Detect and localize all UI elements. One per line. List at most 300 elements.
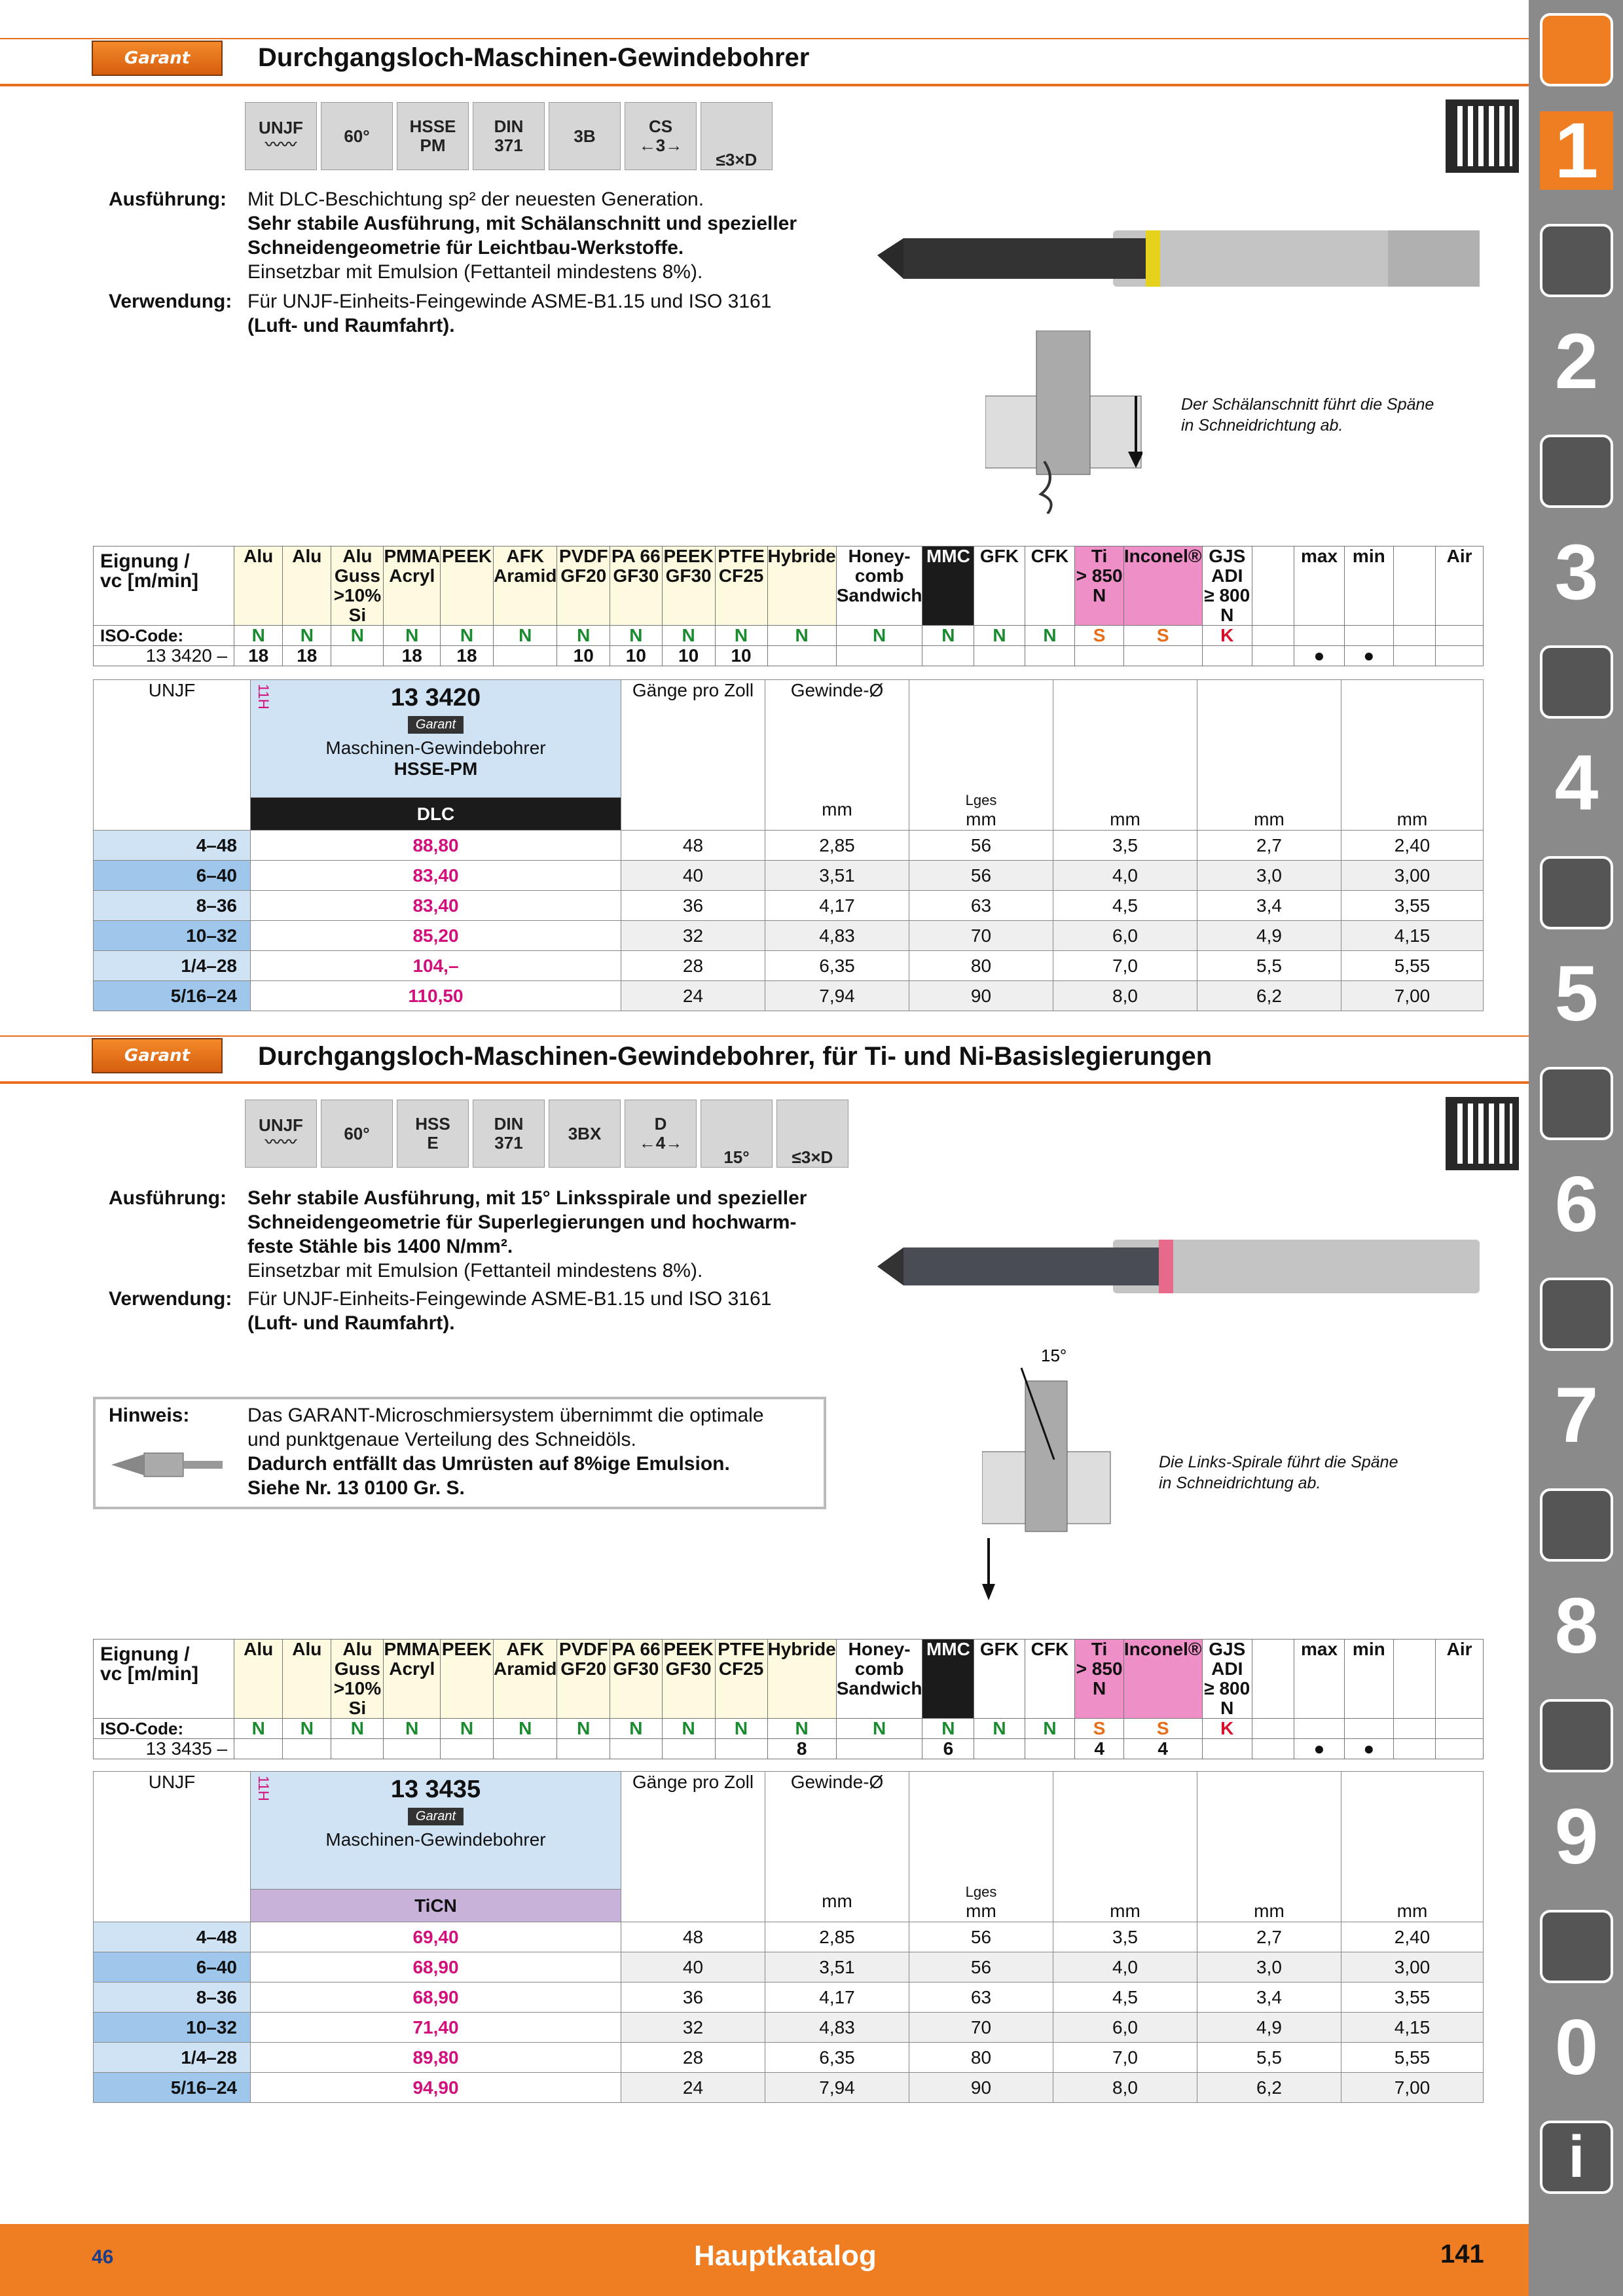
chapter-number[interactable]: 1 [1540,111,1613,190]
text-line: Sehr stabile Ausführung, mit 15° Linksspirale und spezieller [247,1187,807,1209]
iso-code: N [974,626,1025,646]
thread-size: 5/16–24 [94,981,251,1011]
material-col: PEEK GF30 [662,547,715,626]
value-cell: 28 [621,951,765,981]
badge-cs: CS ←3→ [625,102,697,170]
vc-value: 18 [283,646,331,666]
iso-code: N [610,626,663,646]
diagram-caption: Der Schälanschnitt führt die Späne in Schneidrichtung ab. [1181,395,1434,435]
col-gaenge: Gänge pro Zoll [621,1772,765,1922]
diagram-caption: Die Links-Spirale führt die Späne in Schneidrichtung ab. [1159,1453,1398,1492]
material-col: Alu [234,547,283,626]
value-cell: 4,5 [1053,891,1197,921]
vc-value [331,1739,384,1759]
vc-value: ● [1344,646,1393,666]
article-number: 13 3435 [390,1776,481,1803]
vc-value [331,646,384,666]
price: 68,90 [251,1952,621,1982]
vc-value [493,1739,556,1759]
value-cell: 2,7 [1197,1922,1341,1952]
verwendung-label: Verwendung: [109,291,232,312]
material-col: GFK [974,547,1025,626]
chapter-8-icon[interactable] [1540,1488,1613,1562]
badge-angle: 60° [321,1100,393,1168]
value-cell: 3,4 [1197,891,1341,921]
text-line: feste Stähle bis 1400 N/mm². [247,1236,513,1257]
table-row [94,2073,1484,2103]
material-col: min [1344,547,1393,626]
angle-label: 15° [1041,1346,1067,1365]
page-number-left: 46 [92,2246,114,2268]
value-cell: 4,17 [765,1982,909,2013]
thread-type: UNJF [94,680,251,831]
material-col: PTFE CF25 [715,1640,767,1719]
value-cell: 70 [909,921,1053,951]
price: 71,40 [251,2013,621,2043]
value-cell: 7,00 [1341,2073,1484,2103]
vc-value [1252,646,1294,666]
chapter-number[interactable]: 9 [1554,1793,1599,1880]
vc-value [557,1739,610,1759]
value-cell: 4,9 [1197,921,1341,951]
table-row [94,1952,1484,1982]
value-cell: 90 [909,2073,1053,2103]
chapter-number[interactable]: 8 [1554,1582,1599,1670]
material-col: PA 66 GF30 [610,1640,663,1719]
badge-thread: UNJF 〰〰 [245,102,317,170]
table-row [94,2043,1484,2073]
chapter-1-icon[interactable] [1540,13,1613,86]
iso-code: N [662,1719,715,1739]
badge-depth: ≤3×D [776,1100,848,1168]
value-cell: 4,9 [1197,2013,1341,2043]
iso-code: N [1025,626,1075,646]
vc-value: 18 [384,646,441,666]
text-line: Sehr stabile Ausführung, mit Schälanschnitt und spezieller [247,213,797,234]
iso-code: N [715,626,767,646]
nozzle-image [105,1441,223,1487]
chapter-number[interactable]: 0 [1554,2003,1599,2091]
vc-value [283,1739,331,1759]
text-line: und punktgenaue Verteilung des Schneidöls. [247,1429,636,1450]
col-d1: mm [1053,1772,1197,1922]
vc-value [767,646,836,666]
spiral-diagram [982,1342,1113,1604]
table-row [94,951,1484,981]
value-cell: 90 [909,981,1053,1011]
garant-logo: Garant [92,1038,223,1073]
value-cell: 6,0 [1053,921,1197,951]
badge-depth: ≤3×D [701,102,773,170]
value-cell: 7,00 [1341,981,1484,1011]
material-col: GJS ADI ≥ 800 N [1202,1640,1252,1719]
tolerance-label: 11H [255,684,272,709]
tolerance-label: 11H [255,1776,272,1801]
price: 83,40 [251,861,621,891]
vc-value: 18 [234,646,283,666]
vc-value [1025,1739,1075,1759]
article-row-label: 13 3420 – [94,646,234,666]
text-line: (Luft- und Raumfahrt). [247,1312,455,1334]
material-col: PTFE CF25 [715,547,767,626]
vc-value: 10 [610,646,663,666]
iso-code [1436,1719,1484,1739]
iso-code: N [441,626,494,646]
vc-value [1123,646,1202,666]
vc-value [662,1739,715,1759]
vc-value [1252,1739,1294,1759]
coating-label: TiCN [251,1890,621,1922]
material-col: Ti > 850 N [1075,547,1123,626]
iso-code: S [1123,626,1202,646]
value-cell: 6,35 [765,2043,909,2073]
chapter-6-icon[interactable] [1540,1067,1613,1140]
chapter-9-icon[interactable] [1540,1699,1613,1772]
value-cell: 40 [621,1952,765,1982]
chapter-number[interactable]: 3 [1554,528,1599,616]
verwendung-label: Verwendung: [109,1288,232,1310]
value-cell: 5,5 [1197,951,1341,981]
vc-value: ● [1294,1739,1345,1759]
vc-value [1202,1739,1252,1759]
qr-code[interactable] [1446,99,1519,173]
iso-code [1252,1719,1294,1739]
value-cell: 28 [621,2043,765,2073]
iso-code: N [767,1719,836,1739]
iso-code: N [234,626,283,646]
iso-code: N [384,1719,441,1739]
page-number-right: 141 [1440,2240,1484,2269]
price: 89,80 [251,2043,621,2073]
price: 110,50 [251,981,621,1011]
iso-code: N [974,1719,1025,1739]
iso-code: N [283,626,331,646]
tap-image [877,1230,1493,1302]
value-cell: 2,85 [765,831,909,861]
iso-code: N [836,1719,922,1739]
iso-code [1393,1719,1435,1739]
table-row [94,2013,1484,2043]
table-row [94,921,1484,951]
ausfuehrung-label: Ausführung: [109,188,227,210]
badge-tolerance: 3BX [549,1100,621,1168]
iso-code: N [493,1719,556,1739]
iso-code [1294,1719,1345,1739]
value-cell: 7,94 [765,981,909,1011]
material-col: PMMA Acryl [384,1640,441,1719]
thread-size: 10–32 [94,921,251,951]
product-table [93,1771,1484,2103]
section1-badges [245,102,782,170]
qr-code[interactable] [1446,1097,1519,1170]
vc-value [974,646,1025,666]
table-row [94,1982,1484,2013]
value-cell: 8,0 [1053,2073,1197,2103]
value-cell: 3,5 [1053,1922,1197,1952]
chapter-2-icon[interactable] [1540,224,1613,297]
value-cell: 32 [621,2013,765,2043]
article-row-label: 13 3435 – [94,1739,234,1759]
value-cell: 36 [621,891,765,921]
value-cell: 6,2 [1197,981,1341,1011]
price: 85,20 [251,921,621,951]
table-row [94,861,1484,891]
value-cell: 3,55 [1341,1982,1484,2013]
material-col: PMMA Acryl [384,547,441,626]
product-material: HSSE-PM [393,759,478,779]
vc-value [1393,646,1435,666]
text-line: Das GARANT-Microschmiersystem übernimmt die optimale [247,1405,764,1426]
value-cell: 3,0 [1197,861,1341,891]
value-cell: 4,0 [1053,1952,1197,1982]
thread-size: 8–36 [94,1982,251,2013]
vc-value [1393,1739,1435,1759]
vc-value: 10 [557,646,610,666]
material-col: PEEK GF30 [662,1640,715,1719]
value-cell: 4,83 [765,921,909,951]
vc-value: 8 [767,1739,836,1759]
thread-size: 8–36 [94,891,251,921]
value-cell: 4,15 [1341,921,1484,951]
material-col: Inconel® [1123,1640,1202,1719]
ausfuehrung-label: Ausführung: [109,1187,227,1209]
col-d2: mm [1197,1772,1341,1922]
value-cell: 48 [621,831,765,861]
value-cell: 2,85 [765,1922,909,1952]
section1-title: Durchgangsloch-Maschinen-Gewindebohrer [258,43,810,72]
value-cell: 4,83 [765,2013,909,2043]
value-cell: 3,55 [1341,891,1484,921]
vc-value [715,1739,767,1759]
thread-size: 10–32 [94,2013,251,2043]
chapter-number[interactable]: 4 [1554,739,1599,827]
vc-value [836,646,922,666]
iso-code [1436,626,1484,646]
value-cell: 6,2 [1197,2073,1341,2103]
chapter-0-icon[interactable] [1540,1910,1613,1983]
iso-code: N [331,1719,384,1739]
iso-code: K [1202,1719,1252,1739]
col-gewinde: Gewinde-Ø mm [765,680,909,831]
col-gaenge: Gänge pro Zoll [621,680,765,831]
badge-d: D ←4→ [625,1100,697,1168]
value-cell: 4,0 [1053,861,1197,891]
iso-code [1393,626,1435,646]
iso-code: S [1123,1719,1202,1739]
badge-din: DIN 371 [473,1100,545,1168]
value-cell: 7,94 [765,2073,909,2103]
price: 83,40 [251,891,621,921]
vc-value [922,646,974,666]
material-col: Alu [234,1640,283,1719]
vc-value [1075,646,1123,666]
section2-badges [245,1100,860,1168]
chapter-3-icon[interactable] [1540,435,1613,508]
suitability-table [93,546,1484,666]
vc-value [1025,646,1075,666]
price: 104,– [251,951,621,981]
iso-code: N [610,1719,663,1739]
value-cell: 5,5 [1197,2043,1341,2073]
iso-code: S [1075,626,1123,646]
iso-code: N [493,626,556,646]
iso-code: N [557,1719,610,1739]
text-line: Schneidengeometrie für Leichtbau-Werkstoffe. [247,237,684,259]
material-col: GFK [974,1640,1025,1719]
material-col: MMC [922,547,974,626]
value-cell: 24 [621,2073,765,2103]
table-row [94,831,1484,861]
col-gewinde: Gewinde-Ø mm [765,1772,909,1922]
badge-spiral: 15° [701,1100,773,1168]
chapter-4-icon[interactable] [1540,645,1613,719]
chapter-7-icon[interactable] [1540,1278,1613,1351]
col-d1: mm [1053,680,1197,831]
vc-value: ● [1344,1739,1393,1759]
suitability-table [93,1639,1484,1759]
material-col: PVDF GF20 [557,1640,610,1719]
value-cell: 80 [909,951,1053,981]
price: 69,40 [251,1922,621,1952]
material-col: MMC [922,1640,974,1719]
chapter-i-icon[interactable]: i [1540,2121,1613,2194]
thread-type: UNJF [94,1772,251,1922]
badge-angle: 60° [321,102,393,170]
iso-code: N [836,626,922,646]
material-col: Hybride [767,1640,836,1719]
iso-code: N [331,626,384,646]
material-col: PA 66 GF30 [610,547,663,626]
iso-code [1252,626,1294,646]
iso-label: ISO-Code: [94,626,234,646]
text-line: Einsetzbar mit Emulsion (Fettanteil mindestens 8%). [247,1260,703,1282]
price: 94,90 [251,2073,621,2103]
iso-code: N [384,626,441,646]
value-cell: 6,0 [1053,2013,1197,2043]
vc-value: 10 [715,646,767,666]
material-col: Alu [283,547,331,626]
hinweis-label: Hinweis: [109,1405,190,1426]
iso-code: N [557,626,610,646]
value-cell: 5,55 [1341,951,1484,981]
material-col: Hybride [767,547,836,626]
thread-size: 1/4–28 [94,951,251,981]
value-cell: 3,00 [1341,1952,1484,1982]
vc-value: 6 [922,1739,974,1759]
vc-value [493,646,556,666]
value-cell: 2,40 [1341,831,1484,861]
price: 88,80 [251,831,621,861]
badge-material: HSS E [397,1100,469,1168]
chapter-5-icon[interactable] [1540,856,1613,929]
value-cell: 32 [621,921,765,951]
value-cell: 80 [909,2043,1053,2073]
brand-mini: Garant [408,716,464,734]
vc-value [1436,646,1484,666]
value-cell: 8,0 [1053,981,1197,1011]
value-cell: 4,5 [1053,1982,1197,2013]
value-cell: 3,00 [1341,861,1484,891]
value-cell: 3,51 [765,1952,909,1982]
thread-size: 6–40 [94,1952,251,1982]
chip-flow-diagram [985,331,1142,514]
value-cell: 3,4 [1197,1982,1341,2013]
table-row [94,981,1484,1011]
value-cell: 5,55 [1341,2043,1484,2073]
badge-material: HSSE PM [397,102,469,170]
chapter-number[interactable]: 2 [1554,317,1599,405]
tap-image [877,216,1493,301]
suit-label: Eignung / vc [m/min] [94,1640,234,1719]
material-col: Alu Guss >10% Si [331,547,384,626]
col-core: mm [1341,680,1484,831]
col-core: mm [1341,1772,1484,1922]
iso-label: ISO-Code: [94,1719,234,1739]
iso-code [1294,626,1345,646]
value-cell: 6,35 [765,951,909,981]
vc-value [384,1739,441,1759]
vc-value [441,1739,494,1759]
iso-code: N [715,1719,767,1739]
col-d2: mm [1197,680,1341,831]
section2-title: Durchgangsloch-Maschinen-Gewindebohrer, für Ti- und Ni-Basislegierungen [258,1042,1213,1071]
chapter-number[interactable]: 7 [1554,1371,1599,1459]
catalog-name: Hauptkatalog [694,2240,877,2272]
text-line: (Luft- und Raumfahrt). [247,315,455,336]
value-cell: 3,0 [1197,1952,1341,1982]
article-number: 13 3420 [390,684,481,711]
iso-code [1344,626,1393,646]
material-col: Alu [283,1640,331,1719]
value-cell: 56 [909,1922,1053,1952]
thread-size: 4–48 [94,1922,251,1952]
value-cell: 56 [909,831,1053,861]
material-col: PVDF GF20 [557,547,610,626]
vc-value [1202,646,1252,666]
value-cell: 24 [621,981,765,1011]
value-cell: 4,17 [765,891,909,921]
chapter-number[interactable]: 5 [1554,950,1599,1037]
material-col [1393,547,1435,626]
vc-value: 4 [1123,1739,1202,1759]
material-col: Honey-comb Sandwich [836,1640,922,1719]
material-col: Honey-comb Sandwich [836,547,922,626]
iso-code: N [234,1719,283,1739]
badge-din: DIN 371 [473,102,545,170]
value-cell: 56 [909,861,1053,891]
value-cell: 63 [909,891,1053,921]
vc-value [610,1739,663,1759]
badge-thread: UNJF 〰〰 [245,1100,317,1168]
product-table [93,679,1484,1011]
vc-value: 18 [441,646,494,666]
vc-value: 10 [662,646,715,666]
iso-code: S [1075,1719,1123,1739]
material-col: CFK [1025,547,1075,626]
brand-mini: Garant [408,1808,464,1825]
chapter-number[interactable]: 6 [1554,1160,1599,1248]
iso-code: N [1025,1719,1075,1739]
vc-value: 4 [1075,1739,1123,1759]
price: 68,90 [251,1982,621,2013]
text-line: Siehe Nr. 13 0100 Gr. S. [247,1477,465,1499]
iso-code: K [1202,626,1252,646]
value-cell: 2,7 [1197,831,1341,861]
material-col: AFK Aramid [493,547,556,626]
vc-value [1436,1739,1484,1759]
vc-value [836,1739,922,1759]
material-col: Ti > 850 N [1075,1640,1123,1719]
